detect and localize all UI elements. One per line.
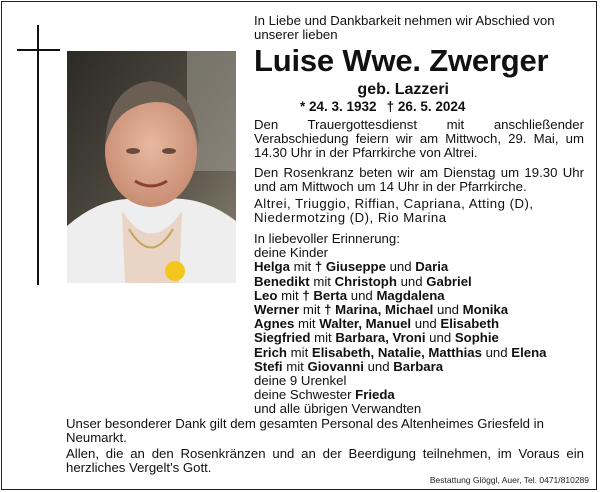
maiden-name: geb. Lazzeri bbox=[357, 81, 449, 98]
deceased-name: Luise Wwe. Zwerger bbox=[254, 43, 549, 78]
family-row: Erich mit Elisabeth, Natalie, Matthias und Elena bbox=[254, 344, 547, 360]
family-row: Agnes mit Walter, Manuel und Elisabeth bbox=[254, 316, 500, 332]
family-list bbox=[254, 232, 584, 417]
family-row: Stefi mit Giovanni und Barbara bbox=[254, 358, 444, 374]
sister-line: deine Schwester Frieda bbox=[254, 387, 395, 403]
family-row: Benedikt mit Christoph und Gabriel bbox=[254, 273, 472, 289]
thanks-text: Unser besonderer Dank gilt dem gesamten Personal des Altenheimes Griesfeld in Neumarkt. bbox=[66, 416, 544, 446]
funeral-text: Den Trauergottesdienst mit anschließender Verabschiedung feiern wir am Mittwoch, 29. Mai, um 14.30 Uhr in der Pfarrkirche von Altrei. bbox=[254, 117, 584, 161]
memory-heading: In liebevoller Erinnerung: bbox=[254, 231, 400, 246]
places-text: Altrei, Triuggio, Riffian, Capriana, Atting (D), Niedermotzing (D), Rio Marina bbox=[254, 196, 534, 226]
family-row: Leo mit † Berta und Magdalena bbox=[254, 287, 445, 303]
family-row: Siegfried mit Barbara, Vroni und Sophie bbox=[254, 330, 499, 346]
children-label: deine Kinder bbox=[254, 245, 329, 261]
relatives-line: und alle übrigen Verwandten bbox=[254, 401, 422, 417]
undertaker-info: Bestattung Glöggl, Auer, Tel. 0471/810289 bbox=[429, 475, 589, 485]
life-dates bbox=[300, 99, 465, 114]
death-date: † 26. 5. 2024 bbox=[386, 99, 466, 114]
birth-date: * 24. 3. 1932 bbox=[300, 99, 377, 114]
family-row: Werner mit † Marina, Michael und Monika bbox=[254, 302, 509, 318]
closing-text: Allen, die an den Rosenkränzen und an der Beerdigung teilnehmen, im Voraus ein herzliches Vergelt's Gott. bbox=[66, 446, 584, 476]
rosary-text: Den Rosenkranz beten wir am Dienstag um 19.30 Uhr und am Mittwoch um 14 Uhr in der Pfarrkirche. bbox=[254, 165, 584, 195]
family-row: Helga mit † Giuseppe und Daria bbox=[254, 259, 449, 275]
great-grandchildren: deine 9 Urenkel bbox=[254, 373, 347, 389]
intro-text: In Liebe und Dankbarkeit nehmen wir Abschied von unserer lieben bbox=[254, 13, 555, 43]
